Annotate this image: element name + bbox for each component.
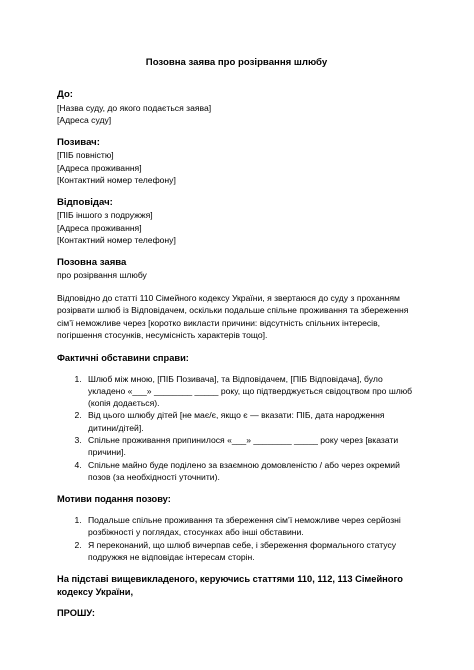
claim-heading-block (57, 257, 416, 282)
plaintiff-block (57, 137, 416, 187)
legal-basis-paragraph: На підставі вищевикладеного, керуючись статтями 110, 112, 113 Сімейного кодексу України, (57, 574, 403, 597)
recipient-label: До: (57, 89, 74, 100)
recipient-block (57, 89, 416, 127)
motives-heading: Мотиви подання позову: (57, 494, 171, 505)
facts-list (57, 373, 416, 484)
plaintiff-label: Позивач: (57, 136, 100, 148)
plaintiff-address: [Адреса проживання] (57, 162, 142, 173)
defendant-block (57, 197, 416, 247)
list-item: 3. Спільне проживання припинилося «___» ________ _____ року через [вказати причини]. (84, 434, 416, 459)
plaintiff-name: [ПІБ повністю] (57, 150, 114, 160)
defendant-label: Відповідач: (57, 196, 113, 208)
intro-paragraph: Відповідно до статті 110 Сімейного кодексу України, я звертаюся до суду з проханням розірвати шлюб із Відповідачем, оскільки подальше спільне проживання та збереження сім’ї неможливе через [коротко викласти причини: відсутність спільних інтересів, погіршення стосунків, несумісність характерів тощо]. (57, 292, 409, 340)
document-title: Позовна заява про розірвання шлюбу (145, 57, 328, 68)
list-item: 2. Від цього шлюбу дітей [не має/є, якщо є — вказати: ПІБ, дата народження дитини/дітей]. (84, 409, 416, 434)
list-item: 1. Подальше спільне проживання та збереження сім’ї неможливе через серйозні розбіжності у поглядах, стосунках або інші обставини. (84, 514, 416, 539)
claim-subtitle: про розірвання шлюбу (57, 270, 147, 280)
plaintiff-phone: [Контактний номер телефону] (57, 175, 176, 185)
list-item: 1. Шлюб між мною, [ПІБ Позивача], та Відповідачем, [ПІБ Відповідача], було укладено «___» ________ _____ року, що підтверджується свідоцтвом про шлюб (копія додається). (84, 373, 416, 410)
defendant-phone: [Контактний номер телефону] (57, 235, 176, 245)
list-item: 2. Я переконаний, що шлюб вичерпав себе, і збереження формального статусу подружжя не відповідає інтересам сторін. (84, 539, 416, 564)
defendant-address: [Адреса проживання] (57, 222, 142, 233)
claim-label: Позовна заява (57, 256, 127, 268)
facts-heading: Фактичні обставини справи: (57, 352, 189, 363)
court-address: [Адреса суду] (57, 115, 112, 125)
request-heading: ПРОШУ: (57, 607, 95, 618)
motives-list (57, 514, 416, 563)
court-name: [Назва суду, до якого подається заява] (57, 102, 212, 113)
list-item: 4. Спільне майно буде поділено за взаємною домовленістю / або через окремий позов (за необхідності уточнити). (84, 459, 416, 484)
defendant-name: [ПІБ іншого з подружжя] (57, 210, 153, 220)
